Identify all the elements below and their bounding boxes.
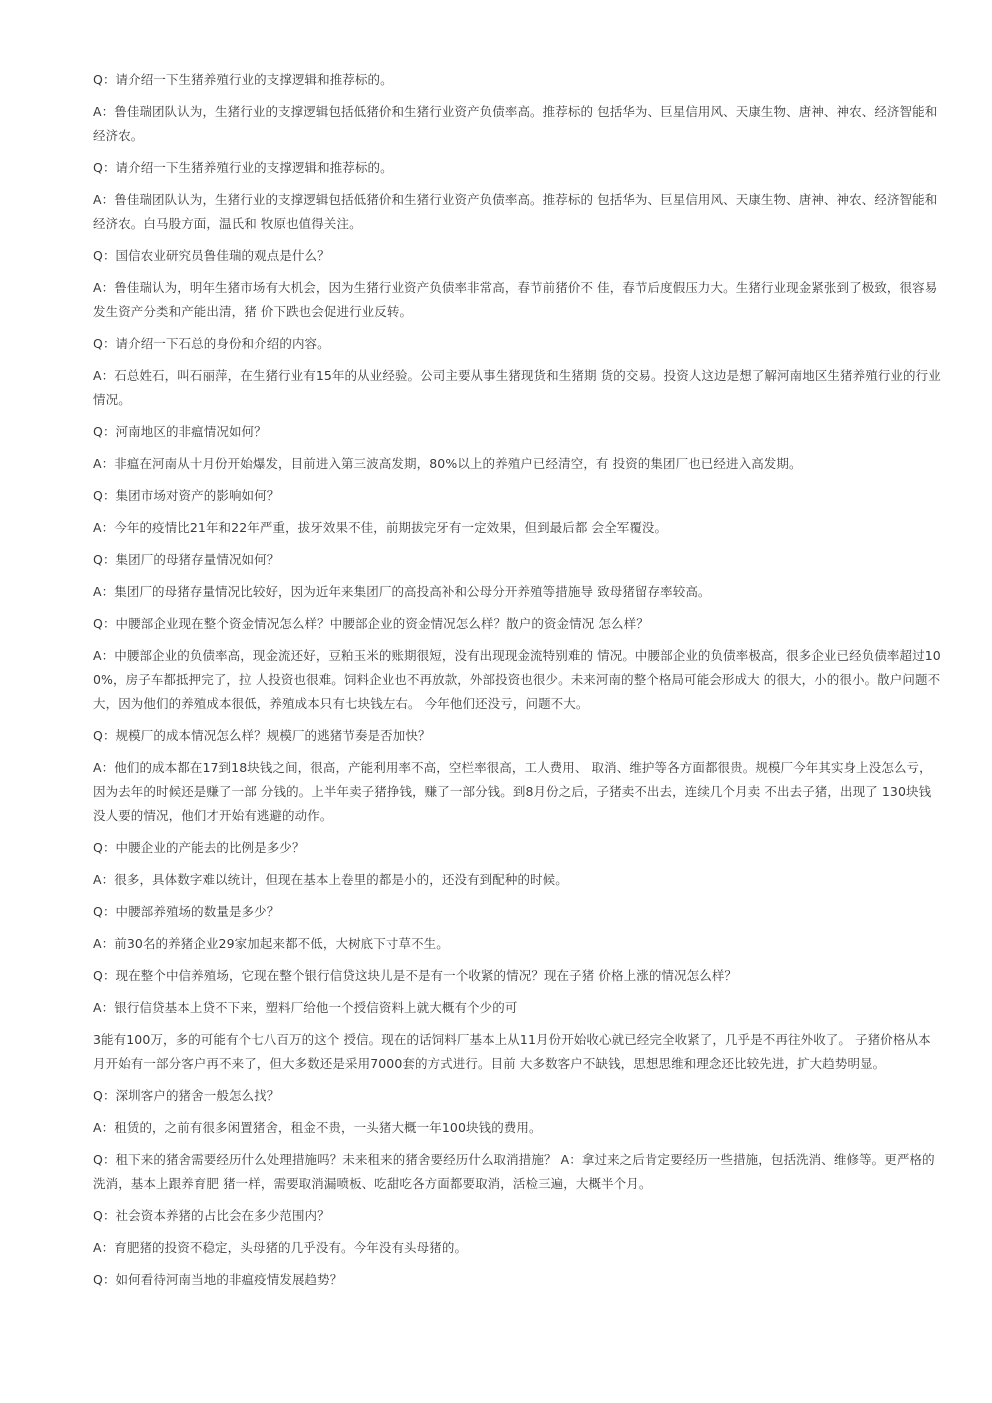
- question-text: Q：河南地区的非瘟情况如何？: [93, 424, 267, 439]
- body-text: 3能有100万，多的可能有个七八百万的这个 授信。现在的话饲料厂基本上从11月份开始收心就已经完全收紧了，几乎是不再往外收了。 子猪价格从本月开始有一部分客户再不来了，但大多数还是采用7000套的方式进行。目前 大多数客户不缺钱，思想思维和理念还比较先进，扩大趋势明显。: [93, 1032, 931, 1071]
- document-body: [93, 68, 943, 1300]
- question-text: Q：请介绍一下石总的身份和介绍的内容。: [93, 336, 330, 351]
- question-text: Q：社会资本养猪的占比会在多少范围内？: [93, 1208, 330, 1223]
- answer-text: A：很多，具体数字难以统计，但现在基本上卷里的都是小的，还没有到配种的时候。: [93, 872, 568, 887]
- answer-text: A：今年的疫情比21年和22年严重，拔牙效果不佳，前期拔完牙有一定效果，但到最后都 会全军覆没。: [93, 520, 668, 535]
- question-text: Q：集团市场对资产的影响如何？: [93, 488, 280, 503]
- question-answer-text: Q：租下来的猪舍需要经历什么处理措施吗？未来租来的猪舍要经历什么取消措施？ A：拿过来之后肯定要经历一些措施，包括洗消、维修等。更严格的洗消，基本上跟养育肥 猪一样，需要取消漏喷板、吃甜吃各方面都要取消，活检三遍，大概半个月。: [93, 1152, 935, 1191]
- answer-text: A：非瘟在河南从十月份开始爆发，目前进入第三波高发期，80%以上的养殖户已经清空，有 投资的集团厂也已经进入高发期。: [93, 456, 802, 471]
- answer-text: A：银行信贷基本上贷不下来，塑料厂给他一个授信资料上就大概有个少的可: [93, 1000, 518, 1015]
- answer-text: A：鲁佳瑞认为，明年生猪市场有大机会，因为生猪行业资产负债率非常高，春节前猪价不 佳，春节后度假压力大。生猪行业现金紧张到了极致，很容易发生资产分类和产能出清，猪 价下跌也会促进行业反转。: [93, 280, 938, 319]
- question-text: Q：深圳客户的猪舍一般怎么找？: [93, 1088, 280, 1103]
- answer-text: A：他们的成本都在17到18块钱之间，很高，产能利用率不高，空栏率很高，工人费用、 取消、维护等各方面都很贵。规模厂今年其实身上没怎么亏，因为去年的时候还是赚了一部 分钱的。上半年卖子猪挣钱，赚了一部分钱。到8月份之后，子猪卖不出去，连续几个月卖 不出去子猪，出现了 130块钱没人要的情况，他们才开始有逃避的动作。: [93, 760, 932, 823]
- question-text: Q：中腰企业的产能去的比例是多少？: [93, 840, 305, 855]
- question-text: Q：如何看待河南当地的非瘟疫情发展趋势？: [93, 1272, 343, 1287]
- answer-text: A：育肥猪的投资不稳定，头母猪的几乎没有。今年没有头母猪的。: [93, 1240, 468, 1255]
- question-text: Q：请介绍一下生猪养殖行业的支撑逻辑和推荐标的。: [93, 160, 393, 175]
- answer-text: A：前30名的养猪企业29家加起来都不低，大树底下寸草不生。: [93, 936, 449, 951]
- question-text: Q：规模厂的成本情况怎么样？规模厂的逃猪节奏是否加快？: [93, 728, 431, 743]
- question-text: Q：请介绍一下生猪养殖行业的支撑逻辑和推荐标的。: [93, 72, 393, 87]
- answer-text: A：集团厂的母猪存量情况比较好，因为近年来集团厂的高投高补和公母分开养殖等措施导 致母猪留存率较高。: [93, 584, 711, 599]
- answer-text: A：中腰部企业的负债率高，现金流还好，豆粕玉米的账期很短，没有出现现金流特别难的 情况。中腰部企业的负债率极高，很多企业已经负债率超过100%，房子车都抵押完了，拉 人投资也很难。饲料企业也不再放款，外部投资也很少。未来河南的整个格局可能会形成大 的很大，小的很小。散户问题不大，因为他们的养殖成本很低，养殖成本只有七块钱左右。 今年他们还没亏，问题不大。: [93, 648, 941, 711]
- answer-text: A：租赁的，之前有很多闲置猪舍，租金不贵，一头猪大概一年100块钱的费用。: [93, 1120, 542, 1135]
- answer-text: A：鲁佳瑞团队认为，生猪行业的支撑逻辑包括低猪价和生猪行业资产负债率高。推荐标的 包括华为、巨星信用风、天康生物、唐神、神农、经济智能和经济农。白马股方面，温氏和 牧原也值得关注。: [93, 192, 938, 231]
- answer-text: A：石总姓石，叫石丽萍，在生猪行业有15年的从业经验。公司主要从事生猪现货和生猪期 货的交易。投资人这边是想了解河南地区生猪养殖行业的行业情况。: [93, 368, 941, 407]
- question-text: Q：中腰部企业现在整个资金情况怎么样？中腰部企业的资金情况怎么样？散户的资金情况 怎么样？: [93, 616, 649, 631]
- question-text: Q：中腰部养殖场的数量是多少？: [93, 904, 280, 919]
- question-text: Q：现在整个中信养殖场，它现在整个银行信贷这块儿是不是有一个收紧的情况？现在子猪 价格上涨的情况怎么样？: [93, 968, 738, 983]
- question-text: Q：集团厂的母猪存量情况如何？: [93, 552, 280, 567]
- question-text: Q：国信农业研究员鲁佳瑞的观点是什么？: [93, 248, 330, 263]
- answer-text: A：鲁佳瑞团队认为，生猪行业的支撑逻辑包括低猪价和生猪行业资产负债率高。推荐标的 包括华为、巨星信用风、天康生物、唐神、神农、经济智能和经济农。: [93, 104, 938, 143]
